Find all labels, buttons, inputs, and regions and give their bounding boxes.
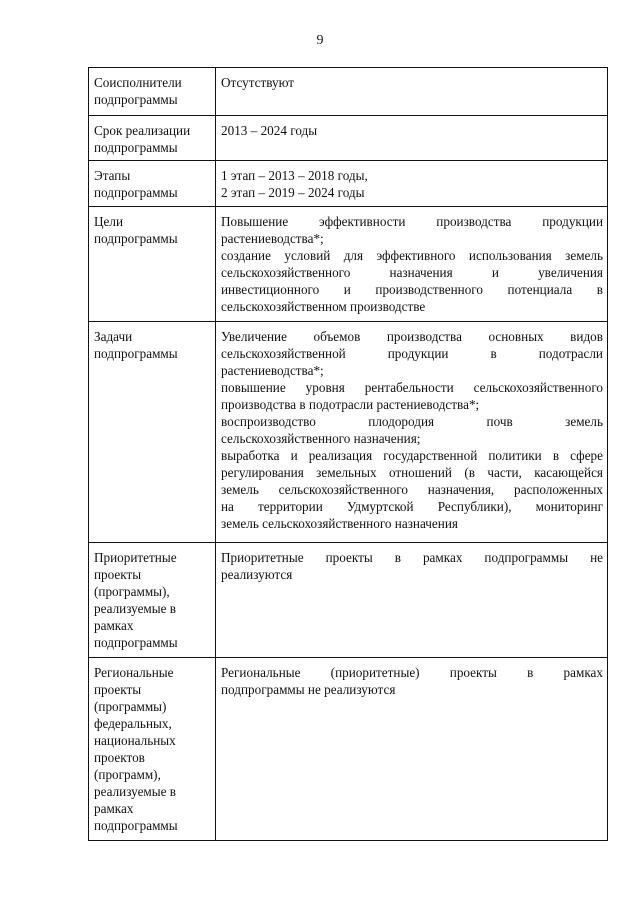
value-line: Увеличение объемов производства основных видов	[221, 329, 603, 344]
value-line: сельскохозяйственного назначения и увеличения	[221, 265, 603, 280]
row-label	[89, 161, 216, 207]
label-line: (программы)	[94, 699, 167, 714]
label-line: Приоритетные	[94, 550, 177, 565]
value-line: создание условий для эффективного использования земель	[221, 248, 603, 263]
label-line: Срок реализации	[94, 123, 191, 138]
label-line: национальных	[94, 733, 176, 748]
value-line: растениеводства*;	[221, 363, 324, 378]
value-line: регулирования земельных отношений (в части, касающейся	[221, 465, 603, 480]
label-line: Цели	[94, 214, 124, 229]
row-value	[216, 658, 608, 841]
row-value	[216, 543, 608, 658]
row-label	[89, 116, 216, 161]
table-row	[89, 116, 608, 161]
table-row	[89, 543, 608, 658]
row-label	[89, 543, 216, 658]
label-line: Этапы	[94, 168, 131, 183]
value-line: 2 этап – 2019 – 2024 годы	[221, 185, 365, 200]
value-line: производства в подотрасли растениеводства*;	[221, 397, 480, 412]
value-line: земель сельскохозяйственного назначения, расположенных	[221, 482, 603, 497]
value-line: сельскохозяйственного назначения;	[221, 431, 421, 446]
label-line: (программы),	[94, 584, 170, 599]
row-value	[216, 322, 608, 543]
label-line: проекты	[94, 567, 142, 582]
value-line: Приоритетные проекты в рамках подпрограммы не	[221, 550, 603, 565]
label-line: Соисполнители	[94, 75, 182, 90]
label-line: Региональные	[94, 665, 174, 680]
value-line: Повышение эффективности производства продукции	[221, 214, 603, 229]
label-line: реализуемые в	[94, 601, 177, 616]
label-line: рамках	[94, 801, 134, 816]
page-number: 9	[316, 33, 324, 48]
row-value	[216, 161, 608, 207]
label-line: подпрограммы	[94, 231, 178, 246]
value-line: на территории Удмуртской Республики), мониторинг	[221, 499, 603, 514]
value-line: растениеводства*;	[221, 231, 324, 246]
label-line: подпрограммы	[94, 185, 178, 200]
row-value	[216, 207, 608, 322]
value-line: подпрограммы не реализуются	[221, 682, 396, 697]
row-value	[216, 116, 608, 161]
label-line: Задачи	[94, 329, 133, 344]
row-label	[89, 658, 216, 841]
table-row	[89, 68, 608, 116]
value-line: реализуются	[221, 567, 293, 582]
table-row	[89, 161, 608, 207]
value-line: Региональные (приоритетные) проекты в рамках	[221, 665, 603, 680]
label-line: подпрограммы	[94, 818, 178, 833]
value-line: повышение уровня рентабельности сельскохозяйственного	[221, 380, 603, 395]
value-line: сельскохозяйственном производстве	[221, 299, 426, 314]
value-line: 2013 – 2024 годы	[221, 123, 318, 138]
label-line: федеральных,	[94, 716, 172, 731]
row-value	[216, 68, 608, 116]
value-line: инвестиционного и производственного потенциала в	[221, 282, 603, 297]
label-line: проектов	[94, 750, 145, 765]
label-line: проекты	[94, 682, 142, 697]
label-line: подпрограммы	[94, 92, 178, 107]
label-line: подпрограммы	[94, 346, 178, 361]
value-line: воспроизводство плодородия почв земель	[221, 414, 603, 429]
label-line: (программ),	[94, 767, 161, 782]
label-line: реализуемые в	[94, 784, 177, 799]
label-line: подпрограммы	[94, 635, 178, 650]
value-line: 1 этап – 2013 – 2018 годы,	[221, 168, 368, 183]
table-row	[89, 207, 608, 322]
row-label	[89, 322, 216, 543]
value-line: сельскохозяйственной продукции в подотрасли	[221, 346, 603, 361]
subprogram-passport-table	[88, 67, 608, 841]
label-line: подпрограммы	[94, 140, 178, 155]
row-label	[89, 207, 216, 322]
value-line: земель сельскохозяйственного назначения	[221, 516, 458, 531]
label-line: рамках	[94, 618, 134, 633]
table-row	[89, 322, 608, 543]
value-line: Отсутствуют	[221, 75, 295, 90]
value-line: выработка и реализация государственной политики в сфере	[221, 448, 603, 463]
table-row	[89, 658, 608, 841]
row-label	[89, 68, 216, 116]
